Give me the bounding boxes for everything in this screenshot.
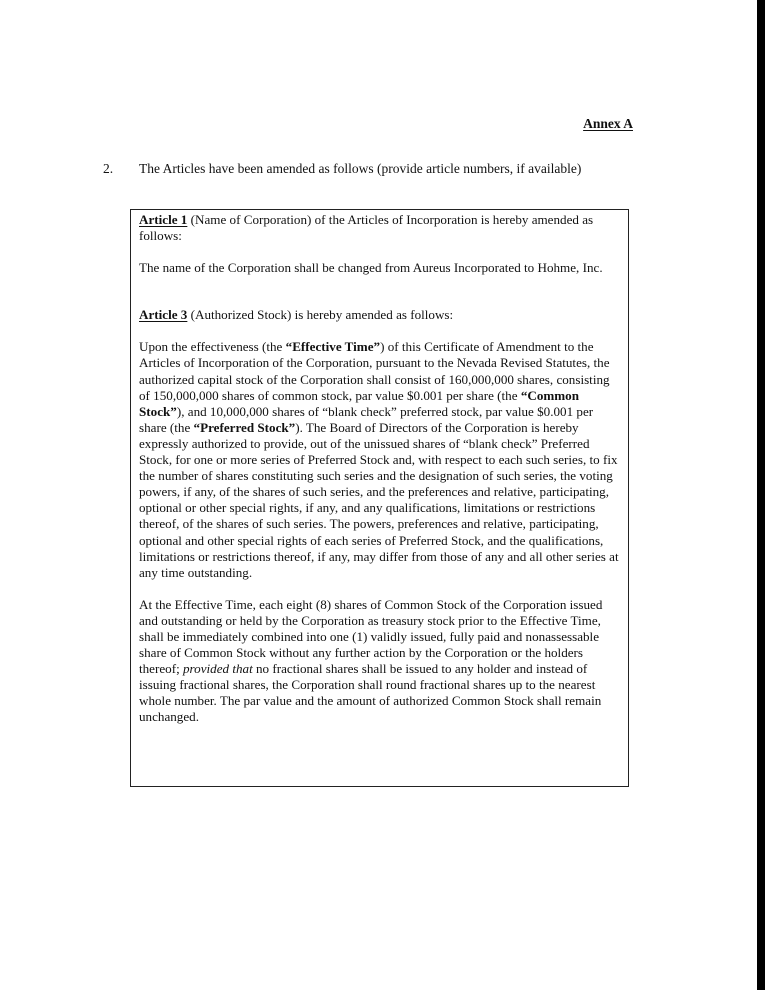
preferred-stock-term: “Preferred Stock” — [193, 419, 296, 435]
p1-text-a: Upon the effectiveness (the — [139, 339, 286, 355]
item-instruction: The Articles have been amended as follows (provide article numbers, if available) — [139, 161, 582, 176]
article-3-intro-text: (Authorized Stock) is hereby amended as follows: — [187, 307, 454, 323]
article-1-label: Article 1 — [139, 212, 188, 227]
item-number: 2. — [103, 161, 114, 176]
common-stock-term: “Common Stock” — [139, 387, 580, 419]
article-3-intro — [139, 307, 622, 323]
proviso-term: provided that — [183, 661, 253, 677]
article-1-intro — [139, 212, 622, 244]
effective-time-term: “Effective Time” — [285, 339, 381, 355]
article-3-paragraph-2 — [139, 597, 622, 726]
amendment-text-box — [130, 209, 629, 787]
article-3-paragraph-1 — [139, 339, 622, 580]
p1-text-c: ), and 10,000,000 shares of “blank check” preferred stock, par value $0.001 per share (the — [139, 403, 594, 435]
p2-text-a: At the Effective Time, each eight (8) shares of Common Stock of the Corporation issued and outstanding or held by the Corporation as treasury stock prior to the Effective Time, shall be immediately combined into one (1) validly issued, fully paid and nonassessable share of Common Stock without any further action by the Corporation or the holders thereof; — [139, 596, 603, 677]
scan-border-edge — [757, 0, 765, 990]
annex-title: Annex A — [583, 116, 633, 131]
article-1-intro-text: (Name of Corporation) of the Articles of Incorporation is hereby amended as follows: — [139, 212, 594, 244]
article-1-body: The name of the Corporation shall be changed from Aureus Incorporated to Hohme, Inc. — [139, 260, 603, 276]
article-3-label: Article 3 — [139, 307, 188, 323]
p1-text-d: ). The Board of Directors of the Corporation is hereby expressly authorized to provide, out of the unissued shares of “blank check” Preferred Stock, for one or more series of Preferred Stock and, with respect to each such series, to fix the number of shares constituting such series and the designation of such series, the voting powers, if any, of the shares of such series, and the preferences and relative, participating, optional or other special rights, if any, and any qualifications, limitations or restrictions thereof, of the shares of such series. The powers, preferences and relative, participating, optional and other special rights of each series of Preferred Stock, and the qualifications, limitations or restrictions thereof, if any, may differ from those of any and all other series at any time outstanding. — [139, 419, 619, 580]
p1-text-b: ) of this Certificate of Amendment to the Articles of Incorporation of the Corporation, pursuant to the Nevada Revised Statutes, the authorized capital stock of the Corporation shall consist of 160,000,000 shares, consisting of 150,000,000 shares of common stock, par value $0.001 per share (the — [139, 339, 610, 403]
p2-text-b: no fractional shares shall be issued to any holder and instead of issuing fractional shares, the Corporation shall round fractional shares up to the nearest whole number. The par value and the amount of authorized Common Stock shall remain unchanged. — [139, 661, 602, 725]
